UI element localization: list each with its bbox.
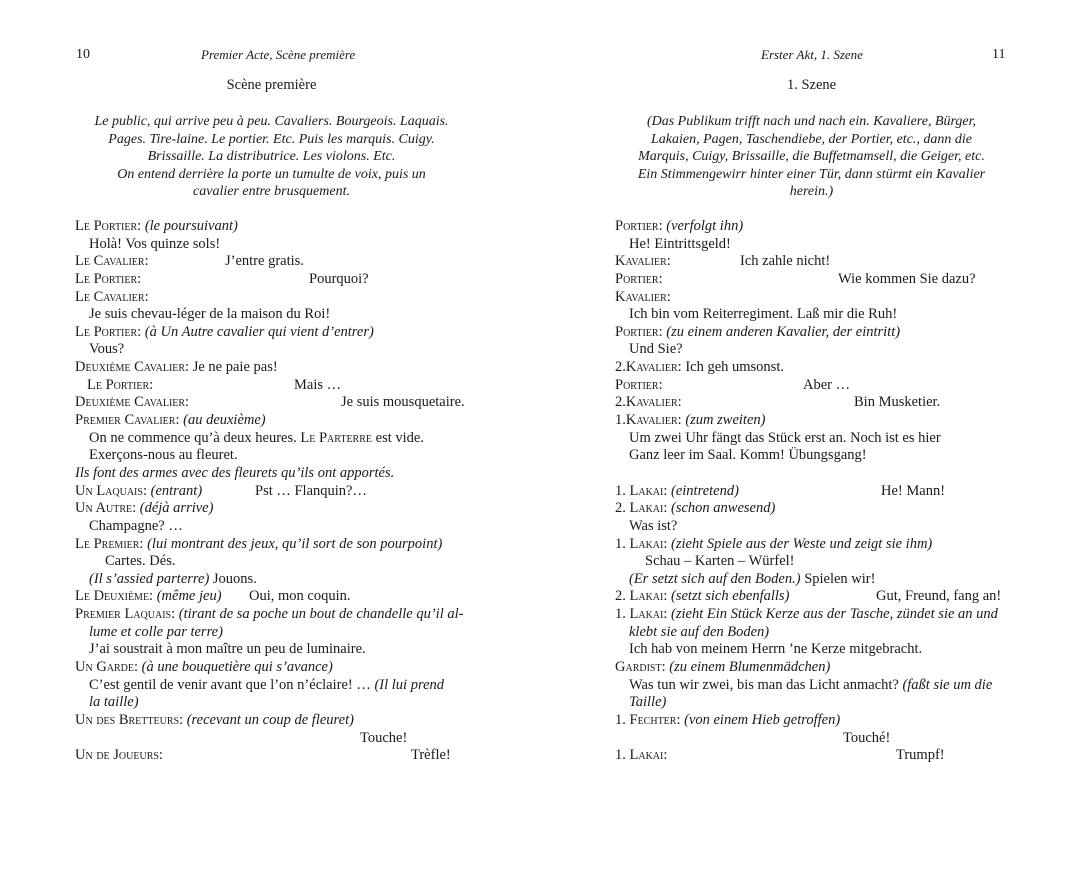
spoken-text: Spielen wir! <box>804 570 876 587</box>
right-page <box>545 0 1091 872</box>
speaker: Gardist: <box>615 659 666 676</box>
script-line <box>615 253 1015 271</box>
stage-direction-line: Le public, qui arrive peu à peu. Cavaliers. Bourgeois. Laquais. <box>94 114 449 129</box>
script-line <box>75 500 475 518</box>
script-line <box>75 553 475 571</box>
speaker: Portier: <box>615 270 663 287</box>
running-head: Erster Akt, 1. Szene <box>761 47 863 62</box>
spoken-text: Je suis chevau-léger de la maison du Roi! <box>89 306 331 323</box>
script-line <box>615 377 1015 395</box>
script-line <box>75 624 475 642</box>
dialogue <box>75 218 475 765</box>
script-line <box>615 518 1015 536</box>
stage-direction-line: herein.) <box>789 184 834 199</box>
spoken-text: Ich hab von meinem Herrn ’ne Kerze mitgebracht. <box>629 641 923 658</box>
stage-direction-inline: klebt sie auf den Boden) <box>629 623 770 640</box>
page-number: 10 <box>76 47 90 62</box>
script-line <box>75 518 475 536</box>
speaker: 1. Fechter: <box>615 711 681 728</box>
speaker: Deuxième Cavalier: <box>75 394 190 411</box>
script-line <box>615 571 1015 589</box>
script-line <box>615 659 1015 677</box>
spoken-text: Trèfle! <box>411 747 451 764</box>
script-line <box>75 465 475 483</box>
speaker: 2.Kavalier: <box>615 394 682 411</box>
spoken-text: Pourquoi? <box>309 270 369 287</box>
stage-direction-inline: (schon anwesend) <box>671 500 776 517</box>
stage-direction-inline: (même jeu) <box>156 588 222 605</box>
spoken-text: Touche! <box>360 729 408 746</box>
spoken-text: Je suis mousquetaire. <box>341 394 465 411</box>
stage-direction-inline: Taille) <box>629 694 667 711</box>
stage-direction-inline: (recevant un coup de fleuret) <box>186 711 354 728</box>
speaker: Deuxième Cavalier: <box>75 359 190 376</box>
blank-line <box>615 465 1015 483</box>
spoken-text: J’ai soustrait à mon maître un peu de luminaire. <box>89 641 366 658</box>
script-line <box>615 324 1015 342</box>
script-line <box>615 536 1015 554</box>
spoken-text: Ich bin vom Reiterregiment. Laß mir die Ruh! <box>629 306 898 323</box>
spoken-text: Pst … Flanquin?… <box>255 482 367 499</box>
script-line <box>75 394 475 412</box>
stage-direction-inline: (lui montrant des jeux, qu’il sort de son pourpoint) <box>147 535 443 552</box>
spoken-text: Und Sie? <box>629 341 683 358</box>
stage-direction-inline: (à une bouquetière qui s’avance) <box>141 659 333 676</box>
script-line <box>615 289 1015 307</box>
script-line <box>75 677 475 695</box>
script-line <box>615 218 1015 236</box>
spoken-text: Was tun wir zwei, bis man das Licht anmacht? <box>629 676 899 693</box>
spoken-text: He! Mann! <box>881 482 946 499</box>
stage-direction-inline: (faßt sie um die <box>902 676 993 693</box>
script-line <box>75 306 475 324</box>
script-line <box>75 359 475 377</box>
speaker: Un Autre: <box>75 500 137 517</box>
spoken-text: Cartes. Dés. <box>105 553 176 570</box>
speaker: 2. Lakai: <box>615 500 668 517</box>
script-line <box>615 712 1015 730</box>
spoken-text: J’entre gratis. <box>225 253 304 270</box>
spoken-text: Jouons. <box>212 570 257 587</box>
spoken-text: Oui, mon coquin. <box>249 588 351 605</box>
script-line <box>75 606 475 624</box>
stage-direction-inline: (verfolgt ihn) <box>666 218 744 234</box>
script-line <box>75 641 475 659</box>
script-line <box>615 747 1015 765</box>
stage-direction-inline: Ils font des armes avec des fleurets qu’ils ont apportés. <box>75 464 395 481</box>
speaker: Premier Cavalier: <box>75 412 180 429</box>
script-line <box>75 571 475 589</box>
script-line <box>75 253 475 271</box>
stage-direction-inline: (Er setzt sich auf den Boden.) <box>629 570 801 587</box>
stage-direction-inline: (zu einem Blumenmädchen) <box>669 659 831 676</box>
speaker: 1. Lakai: <box>615 606 668 623</box>
stage-direction-inline: (le poursuivant) <box>144 218 238 234</box>
script-line <box>615 694 1015 712</box>
speaker: Le Premier: <box>75 535 144 552</box>
script-line <box>615 500 1015 518</box>
spoken-text: est vide. <box>375 429 424 446</box>
script-line <box>615 553 1015 571</box>
spoken-text: C’est gentil de venir avant que l’on n’éclaire! … <box>89 676 371 693</box>
script-line <box>75 412 475 430</box>
spoken-text: Schau – Karten – Würfel! <box>645 553 795 570</box>
spoken-text: Um zwei Uhr fängt das Stück erst an. Noch ist es hier <box>629 429 941 446</box>
stage-direction-line: cavalier entre brusquement. <box>193 184 350 199</box>
speaker: Le Cavalier: <box>75 288 149 305</box>
spoken-text: Ich zahle nicht! <box>740 253 831 270</box>
stage-direction-line: Pages. Tire-laine. Le portier. Etc. Puis les marquis. Cuigy. <box>108 131 435 147</box>
page-number: 11 <box>992 47 1006 62</box>
stage-direction-inline: (entrant) <box>150 482 203 499</box>
stage-direction-line: Marquis, Cuigy, Brissaille, die Buffetmamsell, die Geiger, etc. <box>638 149 985 164</box>
spoken-text: Touché! <box>843 729 891 746</box>
stage-direction-inline: (déjà arrive) <box>139 500 214 517</box>
spoken-text: He! Eintrittsgeld! <box>629 235 731 252</box>
spoken-text: Trumpf! <box>896 747 945 764</box>
script-line <box>75 341 475 359</box>
speaker: Le Deuxième: <box>75 588 154 605</box>
script-line <box>75 659 475 677</box>
spoken-text: Exerçons-nous au fleuret. <box>89 447 238 464</box>
speaker: Le Portier: <box>75 270 142 287</box>
stage-direction <box>75 113 468 201</box>
speaker: 1. Lakai: <box>615 535 668 552</box>
stage-direction-inline: (Il lui prend <box>374 676 445 693</box>
spoken-text: Was ist? <box>629 517 678 534</box>
stage-direction-inline: (zieht Ein Stück Kerze aus der Tasche, zündet sie an und <box>671 606 998 623</box>
spoken-text: Vous? <box>89 341 125 358</box>
speaker: 1. Lakai: <box>615 747 668 764</box>
script-line <box>615 341 1015 359</box>
speaker: Le Portier: <box>75 218 142 234</box>
stage-direction-inline: (Il s’assied parterre) <box>89 570 210 587</box>
spoken-text: Bin Musketier. <box>854 394 941 411</box>
running-head: Premier Acte, Scène première <box>201 47 356 62</box>
script-line <box>615 606 1015 624</box>
script-line <box>75 218 475 236</box>
script-line <box>615 430 1015 448</box>
script-line <box>615 306 1015 324</box>
spoken-text: Holà! Vos quinze sols! <box>89 235 221 252</box>
speaker: Le Portier: <box>87 376 154 393</box>
scene-title: 1. Szene <box>786 77 837 93</box>
stage-direction-inline: (zieht Spiele aus der Weste und zeigt sie ihm) <box>671 535 933 552</box>
stage-direction-inline: (à Un Autre cavalier qui vient d’entrer) <box>144 323 374 340</box>
script-line <box>75 271 475 289</box>
speaker: Kavalier: <box>615 253 671 270</box>
speaker: Le Portier: <box>75 323 142 340</box>
script-line <box>615 730 1015 748</box>
script-line <box>615 483 1015 501</box>
script-line <box>615 447 1015 465</box>
scene-title: Scène première <box>226 77 317 93</box>
script-line <box>75 694 475 712</box>
speaker: Un de Joueurs: <box>75 747 163 764</box>
script-line <box>615 588 1015 606</box>
script-line <box>75 483 475 501</box>
spoken-text: Aber … <box>803 376 851 393</box>
speaker: Kavalier: <box>615 288 671 305</box>
script-line <box>615 236 1015 254</box>
script-line <box>75 730 475 748</box>
script-line <box>75 236 475 254</box>
stage-direction-inline: (tirant de sa poche un bout de chandelle qu’il al- <box>178 606 464 623</box>
script-line <box>75 289 475 307</box>
stage-direction-line: On entend derrière la porte un tumulte de voix, puis un <box>117 166 426 182</box>
speaker: Un Laquais: <box>75 482 147 499</box>
speaker: Un des Bretteurs: <box>75 711 184 728</box>
script-line <box>615 624 1015 642</box>
script-line <box>75 447 475 465</box>
script-line <box>615 394 1015 412</box>
stage-direction-line: Ein Stimmengewirr hinter einer Tür, dann stürmt ein Kavalier <box>637 166 986 182</box>
script-line <box>75 588 475 606</box>
script-line <box>75 536 475 554</box>
speaker: 2. Lakai: <box>615 588 668 605</box>
script-line <box>75 430 475 448</box>
stage-direction-inline: (zu einem anderen Kavalier, der eintritt) <box>666 323 901 340</box>
spoken-text: Ich geh umsonst. <box>685 359 784 376</box>
spoken-text: On ne commence qu’à deux heures. <box>89 429 297 446</box>
speaker: Portier: <box>615 323 663 340</box>
spoken-text: Je ne paie pas! <box>192 359 278 376</box>
speaker: Portier: <box>615 218 663 234</box>
spoken-text: Gut, Freund, fang an! <box>876 588 1002 605</box>
stage-direction <box>615 113 1008 201</box>
script-line <box>75 377 475 395</box>
spoken-text: Wie kommen Sie dazu? <box>838 270 976 287</box>
script-line <box>75 324 475 342</box>
stage-direction-inline: lume et colle par terre) <box>89 623 223 640</box>
stage-direction-line: (Das Publikum trifft nach und nach ein. Kavaliere, Bürger, <box>646 114 977 129</box>
script-line <box>615 641 1015 659</box>
script-line <box>615 271 1015 289</box>
speaker: Un Garde: <box>75 659 139 676</box>
speaker: Le Cavalier: <box>75 253 149 270</box>
stage-direction-line: Lakaien, Pagen, Taschendiebe, der Portier, etc., dann die <box>650 131 973 147</box>
speaker: 1. Lakai: <box>615 482 668 499</box>
stage-direction-inline: (au deuxième) <box>183 412 266 429</box>
script-line <box>615 412 1015 430</box>
spoken-text: Ganz leer im Saal. Komm! Übungsgang! <box>629 447 867 464</box>
speaker: Portier: <box>615 376 663 393</box>
dialogue <box>615 218 1015 765</box>
stage-direction-inline: (eintretend) <box>671 482 739 499</box>
script-line <box>75 712 475 730</box>
script-line <box>75 747 475 765</box>
spoken-text: Mais … <box>294 376 342 393</box>
stage-direction-inline: la taille) <box>89 694 139 711</box>
script-line <box>615 677 1015 695</box>
script-line <box>615 359 1015 377</box>
stage-direction-inline: (zum zweiten) <box>685 412 766 429</box>
spoken-text: Champagne? … <box>89 517 183 534</box>
stage-direction-inline: (setzt sich ebenfalls) <box>671 588 790 605</box>
speaker: 1.Kavalier: <box>615 412 682 429</box>
speaker: Premier Laquais: <box>75 606 176 623</box>
stage-direction-line: Brissaille. La distributrice. Les violons. Etc. <box>147 149 396 164</box>
speaker: 2.Kavalier: <box>615 359 682 376</box>
speaker: Le Parterre <box>300 429 373 446</box>
stage-direction-inline: (von einem Hieb getroffen) <box>684 711 841 728</box>
left-page <box>0 0 545 872</box>
